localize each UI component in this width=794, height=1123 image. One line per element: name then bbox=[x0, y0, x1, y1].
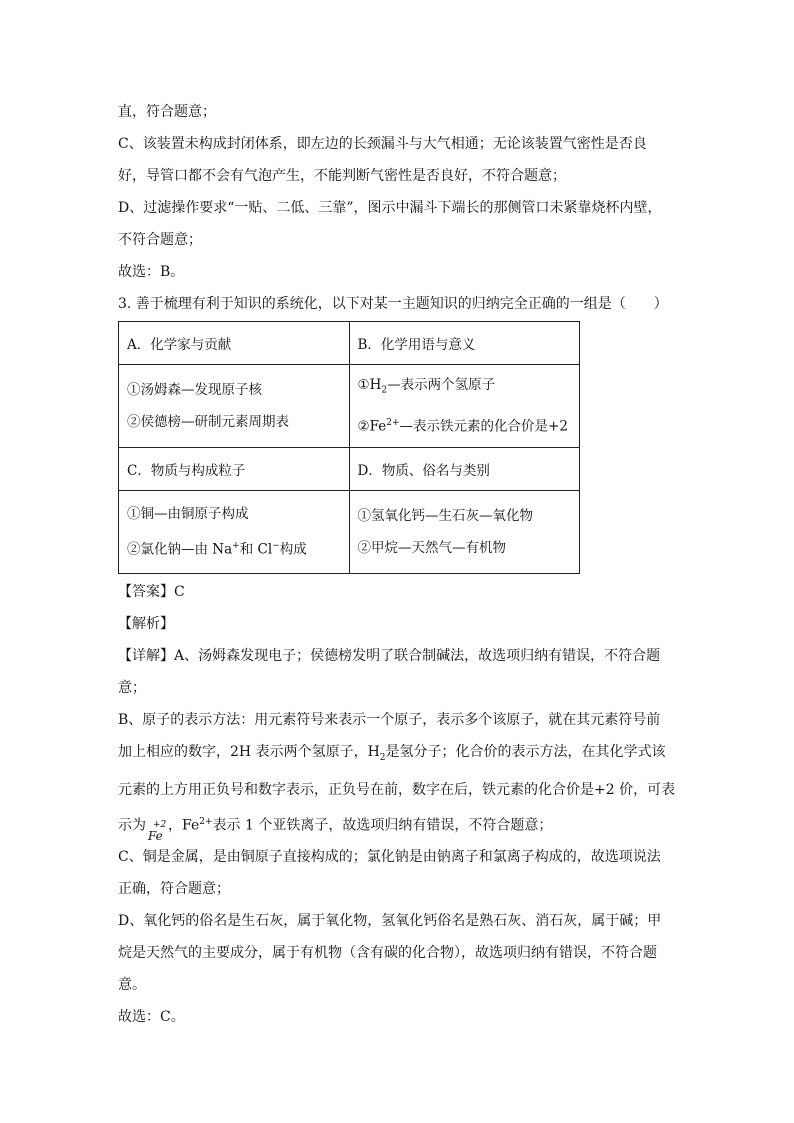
option-d-item: ②甲烷—天然气—有机物 bbox=[357, 540, 506, 556]
prev-c-line: 好，导管口都不会有气泡产生，不能判断气密性是否良好，不符合题意； bbox=[118, 168, 566, 184]
option-c-heading: C．物质与构成粒子 bbox=[119, 448, 350, 491]
prev-c-line: C、该装置未构成封闭体系，即左边的长颈漏斗与大气相通；无论该装置气密性是否良 bbox=[118, 136, 647, 152]
detail-d-line: 烷是天然气的主要成分，属于有机物（含有碳的化合物），故选项归纳有错误，不符合题 bbox=[118, 945, 657, 962]
prev-d-line: D、过滤操作要求“一贴、二低、三靠”，图示中漏斗下端长的那侧管口未紧靠烧杯内壁， bbox=[118, 200, 662, 216]
prev-choice: 故选：B。 bbox=[118, 264, 185, 280]
option-c-content bbox=[119, 491, 350, 574]
detail-b-line: 元素的上方用正负号和数字表示，正负号在前，数字在后，铁元素的化合价是+2 价，可表 bbox=[118, 781, 676, 798]
option-b-content bbox=[349, 365, 580, 448]
option-c-item: ①铜—由铜原子构成 bbox=[127, 506, 249, 523]
detail-d-line: D、氧化钙的俗名是生石灰，属于氧化物，氢氧化钙俗名是熟石灰、消石灰，属于碱；甲 bbox=[118, 913, 662, 930]
valence-notation: +2 Fe bbox=[148, 820, 167, 844]
detail-a-line: 【详解】A、汤姆森发现电子；侯德榜发明了联合制碱法，故选项归纳有错误，不符合题 bbox=[118, 648, 661, 664]
detail-a-line: 意； bbox=[118, 680, 146, 696]
detail-d-line: 意。 bbox=[118, 977, 146, 994]
option-d-heading: D．物质、俗名与类别 bbox=[349, 448, 580, 491]
option-b-item: $②Fe^{2+}—$表示铁元素的化合价是+2 bbox=[357, 418, 568, 435]
prev-d-line: 不符合题意； bbox=[118, 232, 202, 248]
option-d-content bbox=[349, 491, 580, 574]
options-table bbox=[118, 321, 580, 574]
option-d-item: ①氢氧化钙—生石灰—氧化物 bbox=[357, 508, 533, 524]
final-choice: 故选：C。 bbox=[118, 1009, 185, 1026]
option-b-item: $①H_2—$表示两个氢原子 bbox=[357, 377, 496, 397]
detail-b-line: 示为 +2 Fe ，$Fe^{2+}$表示 1 个亚铁离子，故选项归纳有错误，不符合题意； bbox=[118, 806, 678, 842]
option-a-content bbox=[119, 365, 350, 448]
answer-label: 【答案】C bbox=[118, 584, 185, 600]
option-c-item: ②氯化钠—由 Na+和 Cl−构成 bbox=[127, 541, 307, 558]
detail-b-line: 加上相应的数字，2H 表示两个氢原子，$H_2$是氢分子；化合价的表示方法，在其化学式该 bbox=[118, 744, 666, 763]
prev-line: 直，符合题意； bbox=[118, 104, 216, 120]
option-a-item: ②侯德榜—研制元素周期表 bbox=[127, 414, 289, 430]
detail-c-line: C、铜是金属，是由铜原子直接构成的；氯化钠是由钠离子和氯离子构成的，故选项说法 bbox=[118, 849, 661, 866]
detail-b-line: B、原子的表示方法：用元素符号来表示一个原子，表示多个该原子，就在其元素符号前 bbox=[118, 712, 661, 728]
detail-c-line: 正确，符合题意； bbox=[118, 881, 230, 898]
option-a-item: ①汤姆森—发现原子核 bbox=[127, 382, 262, 398]
document-page bbox=[118, 96, 678, 1033]
option-a-heading: A．化学家与贡献 bbox=[119, 322, 350, 365]
analysis-label: 【解析】 bbox=[118, 616, 174, 632]
question-text: 3. 善于梳理有利于知识的系统化，以下对某一主题知识的归纳完全正确的一组是（ ） bbox=[118, 296, 668, 312]
option-b-heading: B．化学用语与意义 bbox=[349, 322, 580, 365]
